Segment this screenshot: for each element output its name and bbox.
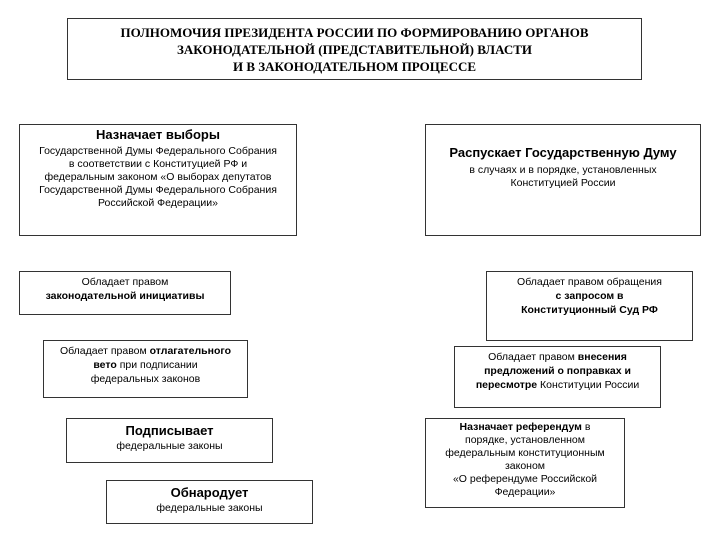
box-constitution-amendments	[454, 346, 661, 408]
title-line-3: И В ЗАКОНОДАТЕЛЬНОМ ПРОЦЕССЕ	[232, 59, 477, 74]
signs-text: федеральные законы	[116, 440, 223, 452]
initiative-line-2: законодательной инициативы	[45, 290, 205, 302]
elections-line-1: Государственной Думы Федерального Собрания	[39, 145, 277, 157]
referendum-line-4: законом	[504, 460, 546, 472]
referendum-line-1-post: в	[581, 421, 591, 433]
box-referendum	[425, 418, 625, 508]
box-signs	[66, 418, 273, 463]
amend-line-3-bold: пересмотре	[475, 379, 538, 391]
court-line-3: Конституционный Суд РФ	[521, 304, 658, 316]
referendum-line-3: федеральным конституционным	[445, 447, 605, 459]
elections-line-4: Государственной Думы Федерального Собрания	[39, 184, 277, 196]
amend-line-3-post: Конституции России	[537, 379, 640, 391]
title-line-1: ПОЛНОМОЧИЯ ПРЕЗИДЕНТА РОССИИ ПО ФОРМИРОВАНИЮ ОРГАНОВ	[120, 25, 589, 40]
court-line-1: Обладает правом обращения	[517, 276, 662, 288]
box-legislative-initiative	[19, 271, 231, 315]
elections-heading: Назначает выборы	[96, 127, 220, 142]
signs-heading: Подписывает	[125, 423, 214, 438]
amend-line-1-pre: Обладает правом	[488, 351, 578, 363]
initiative-line-1: Обладает правом	[81, 276, 169, 288]
veto-line-3: федеральных законов	[90, 373, 201, 385]
veto-line-1-pre: Обладает правом	[59, 345, 150, 357]
veto-line-2	[44, 358, 247, 372]
veto-line-2-post: при подписании	[116, 359, 198, 371]
box-elections	[19, 124, 297, 236]
amend-line-2: предложений о поправках и	[484, 365, 631, 377]
amend-line-1-bold: внесения	[577, 351, 627, 363]
box-dissolves-duma	[425, 124, 701, 236]
referendum-line-6: Федерации»	[494, 486, 556, 498]
veto-line-1-bold: отлагательного	[149, 345, 232, 357]
title-line-2: ЗАКОНОДАТЕЛЬНОЙ (ПРЕДСТАВИТЕЛЬНОЙ) ВЛАСТИ	[177, 42, 532, 57]
dissolves-heading: Распускает Государственную Думу	[449, 145, 677, 160]
dissolves-line-1: в случаях и в порядке, установленных	[469, 164, 657, 176]
elections-line-2: в соответствии с Конституцией РФ и	[68, 158, 248, 170]
box-suspensive-veto	[43, 340, 248, 398]
promulgates-text: федеральные законы	[156, 502, 263, 514]
promulgates-heading: Обнародует	[170, 485, 249, 500]
veto-line-1	[44, 344, 247, 358]
referendum-line-5: «О референдуме Российской	[452, 473, 598, 485]
referendum-line-2: порядке, установленном	[465, 434, 585, 446]
amend-line-3	[455, 378, 660, 392]
referendum-line-1	[426, 421, 624, 434]
referendum-line-1-bold: Назначает референдум	[459, 421, 582, 433]
elections-line-3: федеральным законом «О выборах депутатов	[44, 171, 272, 183]
box-promulgates	[106, 480, 313, 524]
dissolves-line-2: Конституцией России	[510, 177, 616, 189]
court-line-2: с запросом в	[555, 290, 624, 302]
amend-line-1	[455, 350, 660, 364]
diagram-title	[67, 18, 642, 80]
veto-line-2-bold: вето	[93, 359, 117, 371]
box-constitutional-court	[486, 271, 693, 341]
elections-line-5: Российской Федерации»	[97, 197, 219, 209]
